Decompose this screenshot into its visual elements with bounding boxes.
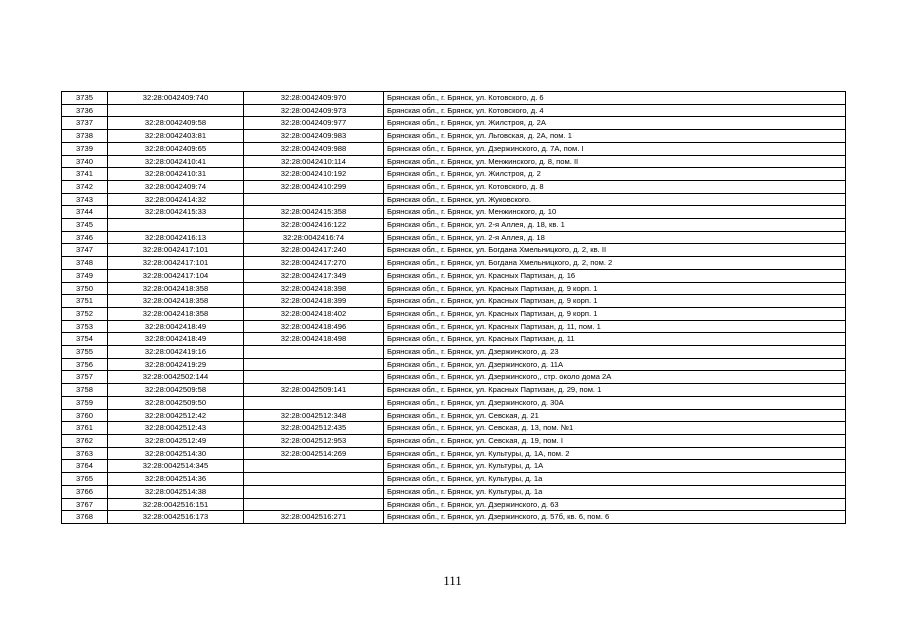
address-cell: Брянская обл., г. Брянск, ул. Красных Партизан, д. 29, пом. 1 xyxy=(384,384,846,397)
row-number-cell: 3738 xyxy=(62,130,108,143)
table-row xyxy=(62,320,846,333)
land-cadastral-number-cell: 32:28:0042418:358 xyxy=(108,282,244,295)
building-cadastral-number-cell xyxy=(244,193,384,206)
table-row xyxy=(62,193,846,206)
address-cell: Брянская обл., г. Брянск, ул. Красных Партизан, д. 9 корп. 1 xyxy=(384,282,846,295)
building-cadastral-number-cell xyxy=(244,460,384,473)
land-cadastral-number-cell: 32:28:0042512:49 xyxy=(108,434,244,447)
table-row xyxy=(62,295,846,308)
table-row xyxy=(62,473,846,486)
row-number-cell: 3745 xyxy=(62,219,108,232)
row-number-cell: 3761 xyxy=(62,422,108,435)
row-number-cell: 3758 xyxy=(62,384,108,397)
building-cadastral-number-cell: 32:28:0042410:192 xyxy=(244,168,384,181)
address-cell: Брянская обл., г. Брянск, ул. Культуры, д. 1а xyxy=(384,473,846,486)
table-row xyxy=(62,460,846,473)
address-cell: Брянская обл., г. Брянск, ул. 2-я Аллея, д. 18 xyxy=(384,231,846,244)
address-cell: Брянская обл., г. Брянск, ул. Красных Партизан, д. 9 корп. 1 xyxy=(384,295,846,308)
land-cadastral-number-cell: 32:28:0042415:33 xyxy=(108,206,244,219)
address-cell: Брянская обл., г. Брянск, ул. Красных Партизан, д. 11, пом. 1 xyxy=(384,320,846,333)
row-number-cell: 3765 xyxy=(62,473,108,486)
table-row xyxy=(62,180,846,193)
address-cell: Брянская обл., г. Брянск, ул. Культуры, д. 1А xyxy=(384,460,846,473)
row-number-cell: 3736 xyxy=(62,104,108,117)
address-cell: Брянская обл., г. Брянск, ул. Красных Партизан, д. 16 xyxy=(384,269,846,282)
address-cell: Брянская обл., г. Брянск, ул. Дзержинского, д. 7А, пом. I xyxy=(384,142,846,155)
building-cadastral-number-cell xyxy=(244,358,384,371)
land-cadastral-number-cell: 32:28:0042509:58 xyxy=(108,384,244,397)
address-cell: Брянская обл., г. Брянск, ул. Жилстроя, д. 2 xyxy=(384,168,846,181)
building-cadastral-number-cell xyxy=(244,371,384,384)
address-cell: Брянская обл., г. Брянск, ул. Дзержинского, д. 63 xyxy=(384,498,846,511)
table-row xyxy=(62,333,846,346)
address-cell: Брянская обл., г. Брянск, ул. Дзержинского, д. 30А xyxy=(384,396,846,409)
building-cadastral-number-cell: 32:28:0042512:435 xyxy=(244,422,384,435)
land-cadastral-number-cell: 32:28:0042418:358 xyxy=(108,295,244,308)
table-row xyxy=(62,434,846,447)
building-cadastral-number-cell: 32:28:0042418:398 xyxy=(244,282,384,295)
land-cadastral-number-cell: 32:28:0042512:43 xyxy=(108,422,244,435)
land-cadastral-number-cell: 32:28:0042512:42 xyxy=(108,409,244,422)
row-number-cell: 3750 xyxy=(62,282,108,295)
row-number-cell: 3768 xyxy=(62,511,108,524)
building-cadastral-number-cell: 32:28:0042418:496 xyxy=(244,320,384,333)
land-cadastral-number-cell: 32:28:0042418:358 xyxy=(108,307,244,320)
address-cell: Брянская обл., г. Брянск, ул. Дзержинского, д. 23 xyxy=(384,346,846,359)
address-cell: Брянская обл., г. Брянск, ул. Богдана Хмельницкого, д. 2, пом. 2 xyxy=(384,257,846,270)
land-cadastral-number-cell: 32:28:0042514:38 xyxy=(108,485,244,498)
address-cell: Брянская обл., г. Брянск, ул. Котовского, д. 4 xyxy=(384,104,846,117)
address-cell: Брянская обл., г. Брянск, ул. Дзержинского, д. 57б, кв. 6, пом. 6 xyxy=(384,511,846,524)
table-row xyxy=(62,104,846,117)
address-cell: Брянская обл., г. Брянск, ул. Севская, д. 19, пом. I xyxy=(384,434,846,447)
table-row xyxy=(62,396,846,409)
building-cadastral-number-cell: 32:28:0042409:977 xyxy=(244,117,384,130)
table-row xyxy=(62,422,846,435)
row-number-cell: 3737 xyxy=(62,117,108,130)
address-cell: Брянская обл., г. Брянск, ул. Менжинского, д. 10 xyxy=(384,206,846,219)
land-cadastral-number-cell xyxy=(108,219,244,232)
building-cadastral-number-cell: 32:28:0042516:271 xyxy=(244,511,384,524)
building-cadastral-number-cell: 32:28:0042415:358 xyxy=(244,206,384,219)
row-number-cell: 3763 xyxy=(62,447,108,460)
table-row xyxy=(62,92,846,105)
row-number-cell: 3748 xyxy=(62,257,108,270)
building-cadastral-number-cell: 32:28:0042410:299 xyxy=(244,180,384,193)
table-row xyxy=(62,485,846,498)
land-cadastral-number-cell: 32:28:0042416:13 xyxy=(108,231,244,244)
table-row xyxy=(62,384,846,397)
building-cadastral-number-cell: 32:28:0042409:988 xyxy=(244,142,384,155)
table-row xyxy=(62,155,846,168)
land-cadastral-number-cell: 32:28:0042409:740 xyxy=(108,92,244,105)
land-cadastral-number-cell: 32:28:0042516:173 xyxy=(108,511,244,524)
table-row xyxy=(62,307,846,320)
row-number-cell: 3754 xyxy=(62,333,108,346)
address-cell: Брянская обл., г. Брянск, ул. Котовского, д. 6 xyxy=(384,92,846,105)
table-row xyxy=(62,130,846,143)
land-cadastral-number-cell xyxy=(108,104,244,117)
row-number-cell: 3744 xyxy=(62,206,108,219)
land-cadastral-number-cell: 32:28:0042419:29 xyxy=(108,358,244,371)
table-row xyxy=(62,358,846,371)
table-row xyxy=(62,269,846,282)
land-cadastral-number-cell: 32:28:0042403:81 xyxy=(108,130,244,143)
table-row xyxy=(62,447,846,460)
row-number-cell: 3743 xyxy=(62,193,108,206)
building-cadastral-number-cell: 32:28:0042418:402 xyxy=(244,307,384,320)
address-cell: Брянская обл., г. Брянск, ул. Жилстроя, д. 2А xyxy=(384,117,846,130)
row-number-cell: 3747 xyxy=(62,244,108,257)
building-cadastral-number-cell: 32:28:0042512:348 xyxy=(244,409,384,422)
land-cadastral-number-cell: 32:28:0042418:49 xyxy=(108,333,244,346)
row-number-cell: 3753 xyxy=(62,320,108,333)
building-cadastral-number-cell: 32:28:0042409:970 xyxy=(244,92,384,105)
building-cadastral-number-cell: 32:28:0042417:240 xyxy=(244,244,384,257)
address-cell: Брянская обл., г. Брянск, ул. Котовского, д. 8 xyxy=(384,180,846,193)
building-cadastral-number-cell xyxy=(244,396,384,409)
land-cadastral-number-cell: 32:28:0042514:36 xyxy=(108,473,244,486)
row-number-cell: 3735 xyxy=(62,92,108,105)
row-number-cell: 3746 xyxy=(62,231,108,244)
building-cadastral-number-cell: 32:28:0042514:269 xyxy=(244,447,384,460)
land-cadastral-number-cell: 32:28:0042410:41 xyxy=(108,155,244,168)
building-cadastral-number-cell: 32:28:0042418:498 xyxy=(244,333,384,346)
address-cell: Брянская обл., г. Брянск, ул. Красных Партизан, д. 9 корп. 1 xyxy=(384,307,846,320)
row-number-cell: 3752 xyxy=(62,307,108,320)
table-row xyxy=(62,409,846,422)
table-row xyxy=(62,346,846,359)
table-row xyxy=(62,257,846,270)
address-cell: Брянская обл., г. Брянск, ул. Культуры, д. 1а xyxy=(384,485,846,498)
building-cadastral-number-cell: 32:28:0042409:973 xyxy=(244,104,384,117)
address-cell: Брянская обл., г. Брянск, ул. Дзержинского, д. 11А xyxy=(384,358,846,371)
address-cell: Брянская обл., г. Брянск, ул. Жуковского. xyxy=(384,193,846,206)
row-number-cell: 3751 xyxy=(62,295,108,308)
row-number-cell: 3741 xyxy=(62,168,108,181)
table-row xyxy=(62,168,846,181)
land-cadastral-number-cell: 32:28:0042419:16 xyxy=(108,346,244,359)
land-cadastral-number-cell: 32:28:0042417:101 xyxy=(108,244,244,257)
address-cell: Брянская обл., г. Брянск, ул. Дзержинского,, стр. около дома 2А xyxy=(384,371,846,384)
table-row xyxy=(62,511,846,524)
building-cadastral-number-cell xyxy=(244,498,384,511)
row-number-cell: 3762 xyxy=(62,434,108,447)
building-cadastral-number-cell xyxy=(244,485,384,498)
building-cadastral-number-cell xyxy=(244,473,384,486)
address-cell: Брянская обл., г. Брянск, ул. Культуры, д. 1А, пом. 2 xyxy=(384,447,846,460)
address-cell: Брянская обл., г. Брянск, ул. Красных Партизан, д. 11 xyxy=(384,333,846,346)
row-number-cell: 3749 xyxy=(62,269,108,282)
address-cell: Брянская обл., г. Брянск, ул. Льговская, д. 2А, пом. 1 xyxy=(384,130,846,143)
building-cadastral-number-cell: 32:28:0042410:114 xyxy=(244,155,384,168)
row-number-cell: 3764 xyxy=(62,460,108,473)
table-row xyxy=(62,244,846,257)
address-cell: Брянская обл., г. Брянск, ул. 2-я Аллея, д. 18, кв. 1 xyxy=(384,219,846,232)
land-cadastral-number-cell: 32:28:0042409:74 xyxy=(108,180,244,193)
table-row xyxy=(62,371,846,384)
page-number: 111 xyxy=(443,573,462,588)
table-row xyxy=(62,206,846,219)
row-number-cell: 3739 xyxy=(62,142,108,155)
land-cadastral-number-cell: 32:28:0042409:65 xyxy=(108,142,244,155)
address-cell: Брянская обл., г. Брянск, ул. Менжинского, д. 8, пом. II xyxy=(384,155,846,168)
table-row xyxy=(62,219,846,232)
row-number-cell: 3766 xyxy=(62,485,108,498)
address-cell: Брянская обл., г. Брянск, ул. Богдана Хмельницкого, д. 2, кв. II xyxy=(384,244,846,257)
building-cadastral-number-cell: 32:28:0042417:349 xyxy=(244,269,384,282)
row-number-cell: 3740 xyxy=(62,155,108,168)
table-row xyxy=(62,117,846,130)
address-cell: Брянская обл., г. Брянск, ул. Севская, д. 21 xyxy=(384,409,846,422)
land-cadastral-number-cell: 32:28:0042516:151 xyxy=(108,498,244,511)
land-cadastral-number-cell: 32:28:0042414:32 xyxy=(108,193,244,206)
registry-table xyxy=(61,91,846,524)
table-row xyxy=(62,142,846,155)
building-cadastral-number-cell: 32:28:0042416:74 xyxy=(244,231,384,244)
building-cadastral-number-cell: 32:28:0042509:141 xyxy=(244,384,384,397)
row-number-cell: 3742 xyxy=(62,180,108,193)
table-row xyxy=(62,498,846,511)
table-row xyxy=(62,231,846,244)
row-number-cell: 3760 xyxy=(62,409,108,422)
building-cadastral-number-cell: 32:28:0042416:122 xyxy=(244,219,384,232)
building-cadastral-number-cell: 32:28:0042512:953 xyxy=(244,434,384,447)
building-cadastral-number-cell: 32:28:0042418:399 xyxy=(244,295,384,308)
row-number-cell: 3756 xyxy=(62,358,108,371)
land-cadastral-number-cell: 32:28:0042509:50 xyxy=(108,396,244,409)
building-cadastral-number-cell: 32:28:0042409:983 xyxy=(244,130,384,143)
registry-table-body xyxy=(62,92,846,524)
building-cadastral-number-cell: 32:28:0042417:270 xyxy=(244,257,384,270)
row-number-cell: 3755 xyxy=(62,346,108,359)
table-row xyxy=(62,282,846,295)
land-cadastral-number-cell: 32:28:0042409:58 xyxy=(108,117,244,130)
land-cadastral-number-cell: 32:28:0042418:49 xyxy=(108,320,244,333)
land-cadastral-number-cell: 32:28:0042410:31 xyxy=(108,168,244,181)
land-cadastral-number-cell: 32:28:0042417:104 xyxy=(108,269,244,282)
building-cadastral-number-cell xyxy=(244,346,384,359)
land-cadastral-number-cell: 32:28:0042417:101 xyxy=(108,257,244,270)
row-number-cell: 3757 xyxy=(62,371,108,384)
land-cadastral-number-cell: 32:28:0042514:345 xyxy=(108,460,244,473)
land-cadastral-number-cell: 32:28:0042514:30 xyxy=(108,447,244,460)
land-cadastral-number-cell: 32:28:0042502:144 xyxy=(108,371,244,384)
row-number-cell: 3767 xyxy=(62,498,108,511)
row-number-cell: 3759 xyxy=(62,396,108,409)
address-cell: Брянская обл., г. Брянск, ул. Севская, д. 13, пом. №1 xyxy=(384,422,846,435)
